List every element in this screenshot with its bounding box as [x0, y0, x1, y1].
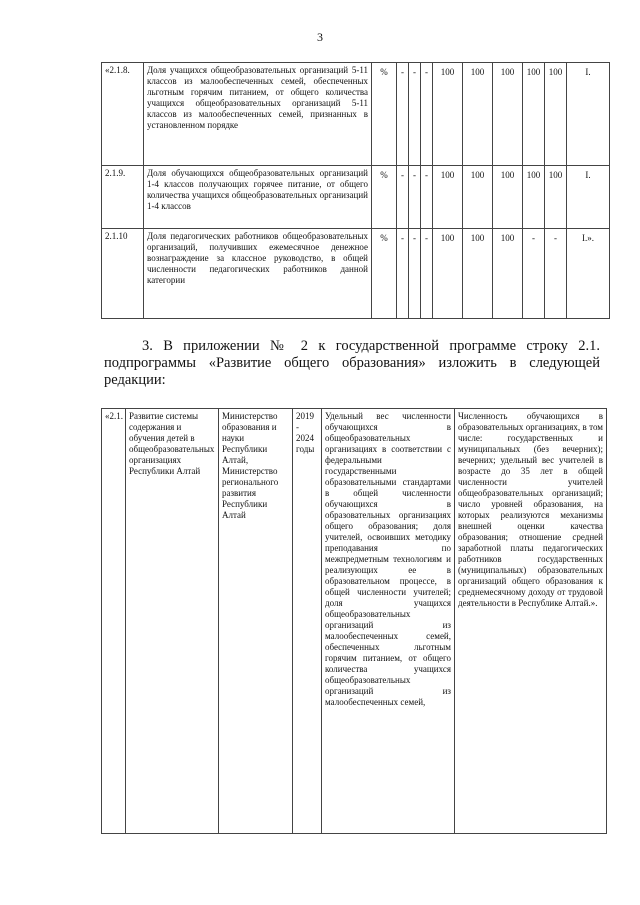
indicator-name: Доля педагогических работников общеобразовательных организаций, получивших ежемесячное денежное вознаграждение за классное руководство, в общей численности педагогических работников данной категории — [144, 229, 372, 319]
value-col-8: 100 — [545, 63, 567, 166]
indicator-name: Доля обучающихся общеобразовательных организаций 1-4 классов получающих горячее питание, от общего количества учащихся общеобразовательных организаций 1-4 классов — [144, 166, 372, 229]
measure-name: Развитие системы содержания и обучения детей в общеобразовательных организациях Республики Алтай — [126, 409, 219, 834]
value-col-2: - — [409, 229, 421, 319]
row-number: «2.1.8. — [102, 63, 144, 166]
period: 2019 - 2024 годы — [293, 409, 322, 834]
unit: % — [372, 166, 397, 229]
related-indicators: Численность обучающихся в образовательных организациях, в том числе: государственных и муниципальных (без вечерних); вечерних; удельный вес учителей в возрасте до 35 лет в общей численности учителей общеобразовательных организаций; число уровней образования, на которых реализуются механизмы внешней оценки качества образования; отношение средней заработной платы педагогических работников государственных (муниципальных) образовательных организаций общего образования к среднемесячному доходу от трудовой деятельности в Республике Алтай.». — [455, 409, 607, 834]
page-number: 3 — [317, 30, 323, 44]
table-row — [102, 229, 610, 319]
program-row-table — [101, 408, 607, 834]
value-col-5: 100 — [463, 229, 493, 319]
value-col-7: 100 — [523, 166, 545, 229]
value-col-2: - — [409, 166, 421, 229]
value-col-3: - — [421, 166, 433, 229]
value-col-1: - — [397, 166, 409, 229]
unit: % — [372, 63, 397, 166]
table-row — [102, 63, 610, 166]
value-col-3: - — [421, 63, 433, 166]
value-col-1: - — [397, 229, 409, 319]
row-number: «2.1. — [102, 409, 126, 834]
executor: Министерство образования и науки Республики Алтай, Министерство регионального развития Республики Алтай — [219, 409, 293, 834]
indicator-name: Доля учащихся общеобразовательных организаций 5-11 классов из малообеспеченных семей, обеспеченных льготным горячим питанием, от общего количества учащихся общеобразовательных организаций 5-11 классов из малообеспеченных семей, признанных в установленном порядке — [144, 63, 372, 166]
value-tail: I. — [567, 166, 610, 229]
value-col-8: - — [545, 229, 567, 319]
value-col-6: 100 — [493, 63, 523, 166]
indicators-table — [101, 62, 610, 319]
unit: % — [372, 229, 397, 319]
expected-result: Удельный вес численности обучающихся в общеобразовательных организациях в соответствии с федеральными государственными образовательными стандартами в общей численности обучающихся в образовательных организациях общего образования; доля учителей, освоивших методику преподавания по межпредметным технологиям и реализующих ее в образовательном процессе, в общей численности учителей; доля учащихся общеобразовательных организаций из малообеспеченных семей, обеспеченных льготным горячим питанием, от общего количества учащихся общеобразовательных организаций из малообеспеченных семей, — [322, 409, 455, 834]
row-number: 2.1.10 — [102, 229, 144, 319]
value-col-4: 100 — [433, 229, 463, 319]
program-row — [102, 409, 607, 834]
value-col-6: 100 — [493, 166, 523, 229]
value-col-6: 100 — [493, 229, 523, 319]
row-number: 2.1.9. — [102, 166, 144, 229]
value-col-7: - — [523, 229, 545, 319]
value-col-7: 100 — [523, 63, 545, 166]
amendment-text: 3. В приложении № 2 к государственной программе строку 2.1. подпрограммы «Развитие общего образования» изложить в следующей редакции: — [104, 338, 600, 388]
value-col-8: 100 — [545, 166, 567, 229]
value-col-5: 100 — [463, 166, 493, 229]
value-col-4: 100 — [433, 63, 463, 166]
value-col-2: - — [409, 63, 421, 166]
value-col-5: 100 — [463, 63, 493, 166]
value-tail: I.». — [567, 229, 610, 319]
table-row — [102, 166, 610, 229]
value-col-4: 100 — [433, 166, 463, 229]
value-col-3: - — [421, 229, 433, 319]
amendment-paragraph — [104, 338, 600, 389]
value-col-1: - — [397, 63, 409, 166]
value-tail: I. — [567, 63, 610, 166]
